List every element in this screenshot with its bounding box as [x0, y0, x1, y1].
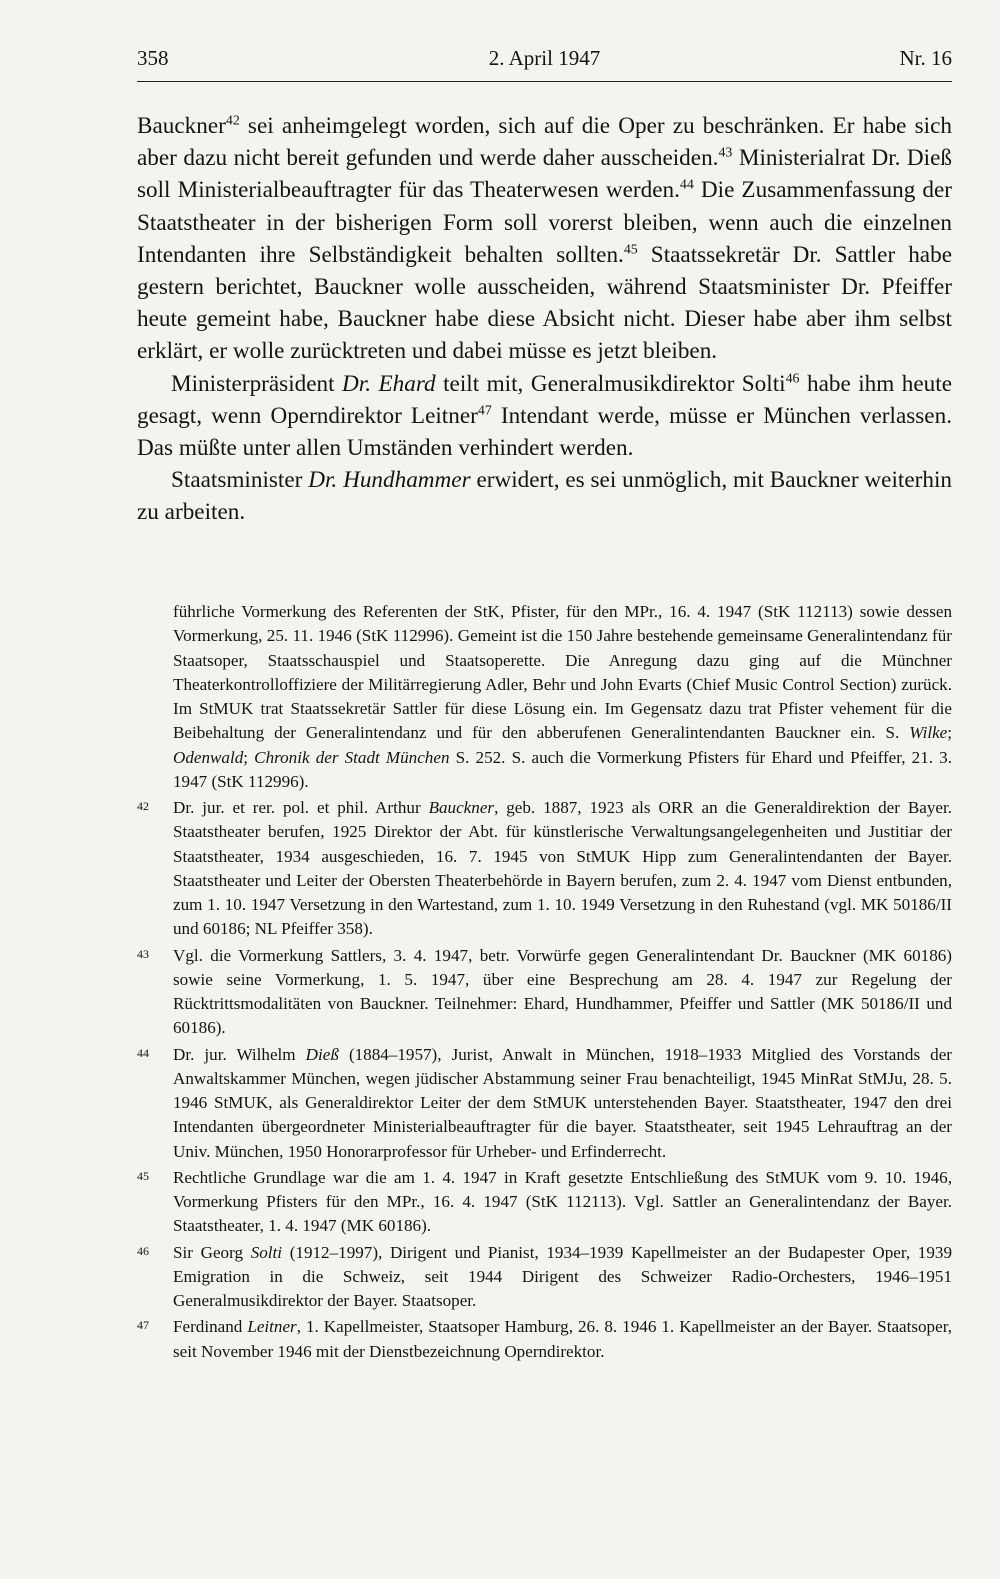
header-number: Nr. 16	[899, 46, 952, 70]
footnote-continued: führliche Vormerkung des Referenten der StK, Pfister, für den MPr., 16. 4. 1947 (StK 112113) sowie dessen Vormerkung, 25. 11. 1946 (StK 112996). Gemeint ist die 150 Jahre bestehende gemeinsame Generalintendanz für Staatsoper, Staatsschauspiel und Staatsoperette. Die Anregung dazu ging auf die Münchner Theaterkontrolloffiziere der Militärregierung Adler, Behr und John Evarts (Chief Music Control Section) zurück. Im StMUK trat Staatssekretär Sattler für diese Lösung ein. Im Gegensatz dazu trat Pfister vehement für die Beibehaltung der Generalintendanz und für den abberufenen Generalintendanten Bauckner ein. S. Wilke; Odenwald; Chronik der Stadt München S. 252. S. auch die Vormerkung Pfisters für Ehard und Pfeiffer, 21. 3. 1947 (StK 112996).	[173, 602, 952, 791]
footnote-42: 42 Dr. jur. et rer. pol. et phil. Arthur Bauckner, geb. 1887, 1923 als ORR an die Generaldirektion der Bayer. Staatstheater berufen, 1925 Direktor der Abt. für künstlerische Verwaltungsangelegenheiten und Justitiar der Staatstheater, 1934 ausgeschieden, 16. 7. 1945 von StMUK Hipp zum Generalintendanten der Bayer. Staatstheater und Leiter der Obersten Theaterbehörde in Bayern berufen, zum 2. 4. 1947 vom Dienst entbunden, zum 1. 10. 1947 Versetzung in den Wartestand, zum 1. 10. 1949 Versetzung in den Ruhestand (vgl. MK 50186/II und 60186; NL Pfeiffer 358).	[137, 798, 952, 939]
footnote-ref-42[interactable]: 42	[225, 113, 240, 129]
footnote-mark: 47	[137, 1318, 149, 1333]
footnote-47: 47 Ferdinand Leitner, 1. Kapellmeister, Staatsoper Hamburg, 26. 8. 1946 1. Kapellmeister an der Bayer. Staatsoper, seit November 1946 mit der Dienstbezeichnung Operndirektor.	[137, 1317, 952, 1361]
paragraph-1: Bauckner$^{42}$ sei anheimgelegt worden, sich auf die Oper zu beschränken. Er habe sich aber dazu nicht bereit gefunden und werde daher ausscheiden.$^{43}$ Ministerialrat Dr. Dieß soll Ministerialbeauftragter für das Theaterwesen werden.$^{44}$ Die Zusammenfassung der Staatstheater in der bisherigen Form soll vorerst bleiben, wenn auch die einzelnen Intendanten ihre Selbständigkeit behalten sollten.$^{45}$ Staatssekretär Dr. Sattler habe gestern berichtet, Bauckner wolle ausscheiden, während Staatsminister Dr. Pfeiffer heute gemeint habe, Bauckner habe diese Absicht nicht. Dieser habe aber ihm selbst erklärt, er wolle zurücktreten und dabei müsse es jetzt bleiben.	[137, 113, 952, 365]
running-header	[137, 46, 952, 76]
footnote-ref-45[interactable]: 45	[623, 242, 638, 258]
footnote-46: 46 Sir Georg Solti (1912–1997), Dirigent und Pianist, 1934–1939 Kapellmeister an der Budapester Oper, 1939 Emigration in die Schweiz, seit 1944 Dirigent des Schweizer Radio-Orchesters, 1946–1951 Generalmusikdirektor der Bayer. Staatsoper.	[137, 1242, 952, 1310]
footnote-43: 43 Vgl. die Vormerkung Sattlers, 3. 4. 1947, betr. Vorwürfe gegen Generalintendant Dr. Bauckner (MK 60186) sowie seine Vormerkung, 1. 5. 1947, über eine Besprechung am 28. 4. 1947 zur Regelung der Rücktrittsmodalitäten von Bauckner. Teilnehmer: Ehard, Hundhammer, Pfeiffer und Sattler (MK 50186/II und 60186).	[137, 945, 952, 1038]
footnote-mark: 44	[137, 1045, 149, 1060]
paragraph-3: Staatsminister Dr. Hundhammer erwidert, es sei unmöglich, mit Bauckner weiterhin zu arbeiten.	[137, 467, 952, 526]
page-number: 358	[137, 46, 169, 70]
footnote-45: 45 Rechtliche Grundlage war die am 1. 4. 1947 in Kraft gesetzte Entschließung des StMUK vom 9. 10. 1946, Vormerkung Pfisters für den MPr., 16. 4. 1947 (StK 112113). Vgl. Sattler an Generalintendanz der Bayer. Staatstheater, 1. 4. 1947 (MK 60186).	[137, 1167, 952, 1236]
footnote-ref-46[interactable]: 46	[785, 371, 800, 386]
footnote-ref-47[interactable]: 47	[477, 403, 492, 419]
paragraph-2: Ministerpräsident Dr. Ehard teilt mit, Generalmusikdirektor Solti$^{46}$ habe ihm heute gesagt, wenn Operndirektor Leitner$^{47}$ Intendant werde, müsse er München verlassen. Das müßte unter allen Umständen verhindert werden.	[137, 370, 952, 462]
footnote-mark: 45	[137, 1168, 149, 1183]
header-rule	[137, 81, 952, 82]
header-date: 2. April 1947	[488, 46, 601, 70]
main-text	[137, 110, 952, 529]
footnote-mark: 46	[137, 1243, 149, 1258]
footnotes	[137, 600, 952, 1364]
footnote-44: 44 Dr. jur. Wilhelm Dieß (1884–1957), Jurist, Anwalt in München, 1918–1933 Mitglied des Vorstands der Anwaltskammer München, wegen jüdischer Abstammung seiner Frau benachteiligt, 1945 MinRat StMJu, 28. 5. 1946 StMUK, als Generaldirektor Leiter der dem StMUK unterstehenden Bayer. Staatstheater, 1947 den drei Intendanten übergeordneter Ministerialbeauftragter für die bayer. Staatstheater, seit 1945 Lehrauftrag an der Univ. München, 1950 Honorarprofessor für Urheber- und Erfinderrecht.	[137, 1044, 952, 1161]
footnote-mark: 42	[137, 799, 149, 813]
footnote-ref-44[interactable]: 44	[679, 177, 694, 193]
footnote-mark: 43	[137, 946, 149, 961]
footnote-ref-43[interactable]: 43	[718, 145, 733, 161]
